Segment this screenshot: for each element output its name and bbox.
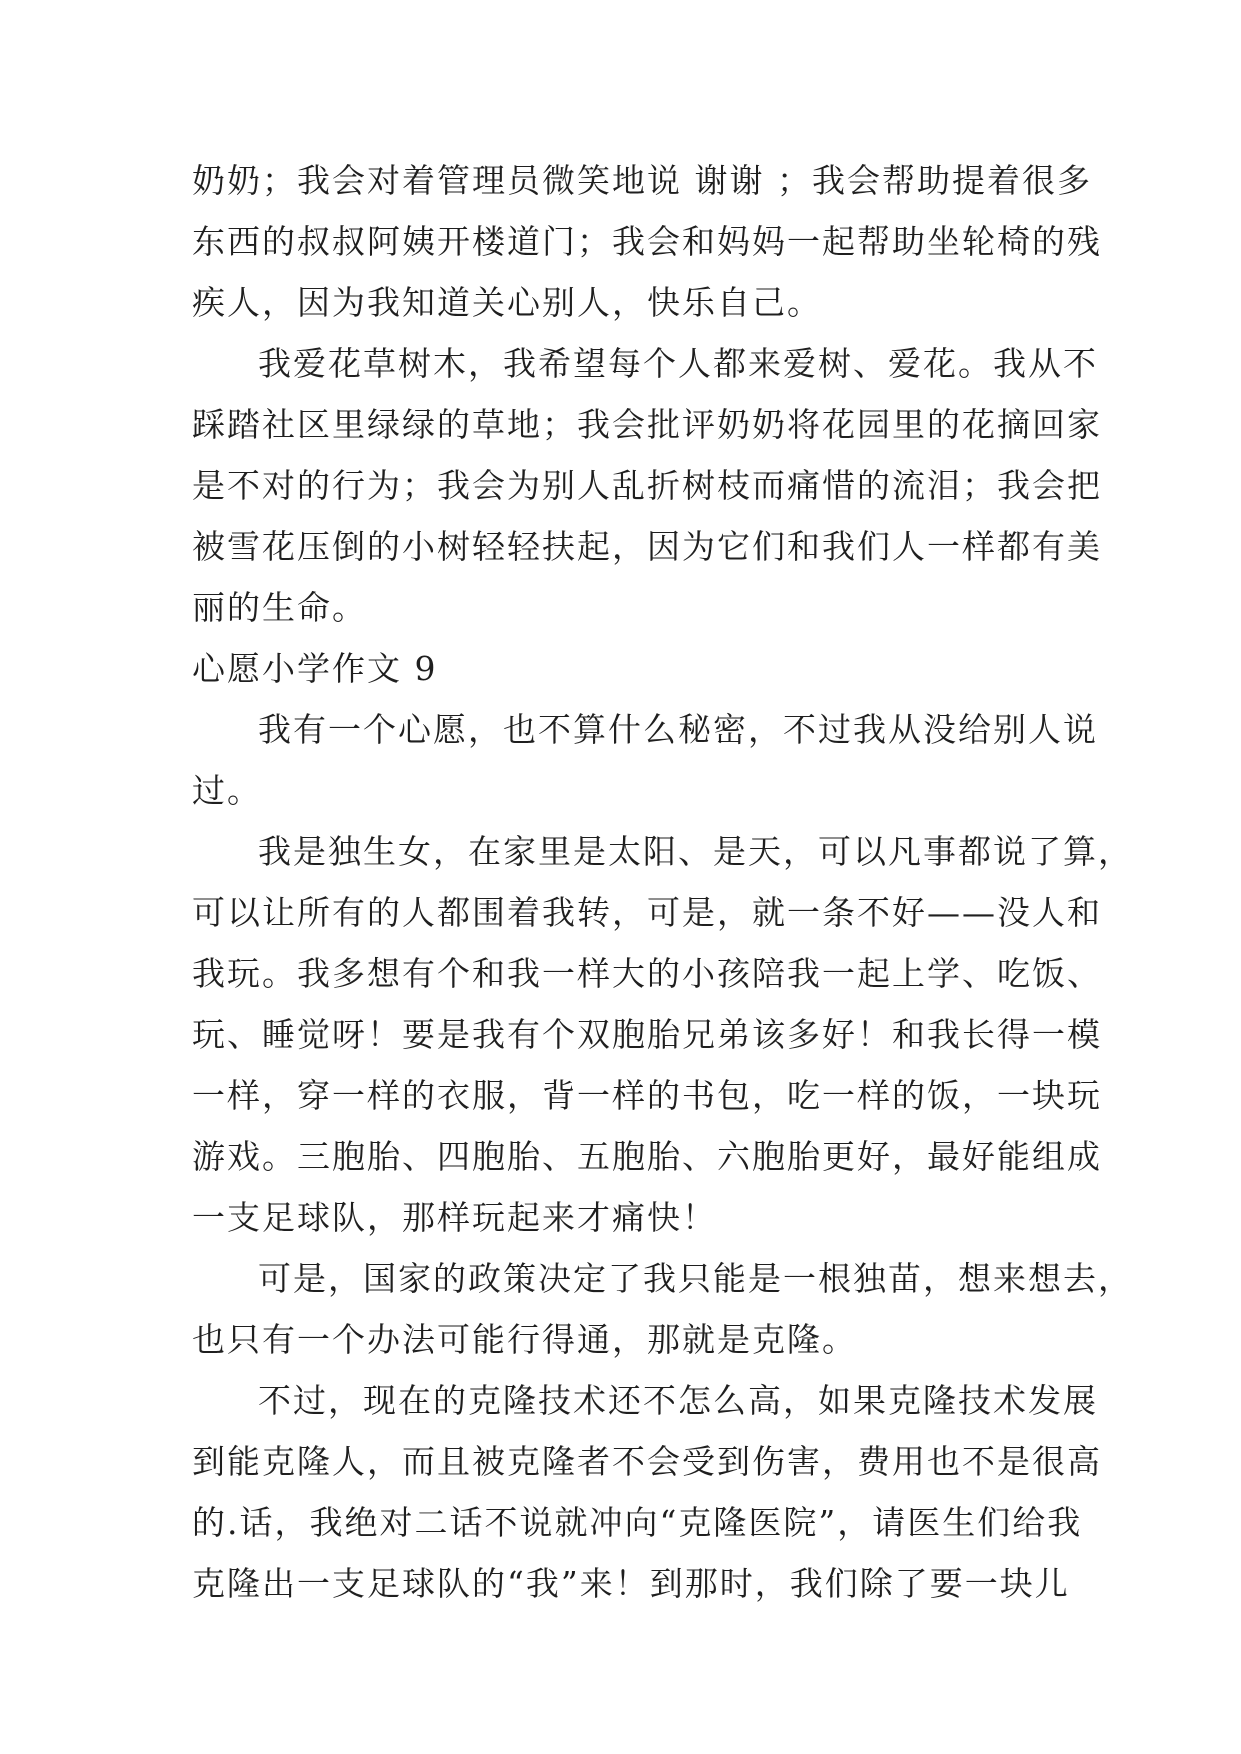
text-line: 可以让所有的人都围着我转，可是，就一条不好——没人和 [192, 893, 1102, 932]
text-line: 过。 [192, 771, 262, 810]
text-line: 一支足球队，那样玩起来才痛快！ [192, 1198, 717, 1237]
text-line: 克隆出一支足球队的“我”来！到那时，我们除了要一块儿 [192, 1564, 1070, 1603]
paragraph [192, 150, 1102, 333]
paragraph [192, 821, 1133, 1248]
text-line: 游戏。三胞胎、四胞胎、五胞胎、六胞胎更好，最好能组成 [192, 1137, 1102, 1176]
section-heading [192, 638, 1072, 699]
text-line: 到能克隆人，而且被克隆者不会受到伤害，费用也不是很高 [192, 1442, 1102, 1481]
text-line: 一样，穿一样的衣服，背一样的书包，吃一样的饭，一块玩 [192, 1076, 1102, 1115]
text-line: 玩、睡觉呀！要是我有个双胞胎兄弟该多好！和我长得一模 [192, 1015, 1102, 1054]
paragraph [192, 1248, 1133, 1370]
text-line: 被雪花压倒的小树轻轻扶起，因为它们和我们人一样都有美 [192, 527, 1102, 566]
text-line: 我是独生女，在家里是太阳、是天，可以凡事都说了算， [258, 832, 1133, 871]
paragraph [192, 333, 1102, 638]
text-line: 疾人，因为我知道关心别人，快乐自己。 [192, 283, 822, 322]
text-line: 我爱花草树木，我希望每个人都来爱树、爱花。我从不 [258, 344, 1098, 383]
paragraph [192, 1370, 1102, 1614]
document-body [192, 150, 1133, 1614]
text-line: 也只有一个办法可能行得通，那就是克隆。 [192, 1320, 857, 1359]
text-line: 我有一个心愿，也不算什么秘密，不过我从没给别人说 [258, 710, 1098, 749]
text-line: 踩踏社区里绿绿的草地；我会批评奶奶将花园里的花摘回家 [192, 405, 1102, 444]
text-line: 可是，国家的政策决定了我只能是一根独苗，想来想去， [258, 1259, 1133, 1298]
heading-line: 心愿小学作文 9 [192, 649, 438, 688]
text-line: 是不对的行为；我会为别人乱折树枝而痛惜的流泪；我会把 [192, 466, 1102, 505]
text-line: 不过，现在的克隆技术还不怎么高，如果克隆技术发展 [258, 1381, 1098, 1420]
text-line: 丽的生命。 [192, 588, 367, 627]
text-line: 的.话，我绝对二话不说就冲向“克隆医院”，请医生们给我 [192, 1503, 1083, 1542]
paragraph [192, 699, 1098, 821]
text-line: 奶奶；我会对着管理员微笑地说 谢谢 ；我会帮助提着很多 [192, 161, 1092, 200]
text-line: 我玩。我多想有个和我一样大的小孩陪我一起上学、吃饭、 [192, 954, 1102, 993]
text-line: 东西的叔叔阿姨开楼道门；我会和妈妈一起帮助坐轮椅的残 [192, 222, 1102, 261]
